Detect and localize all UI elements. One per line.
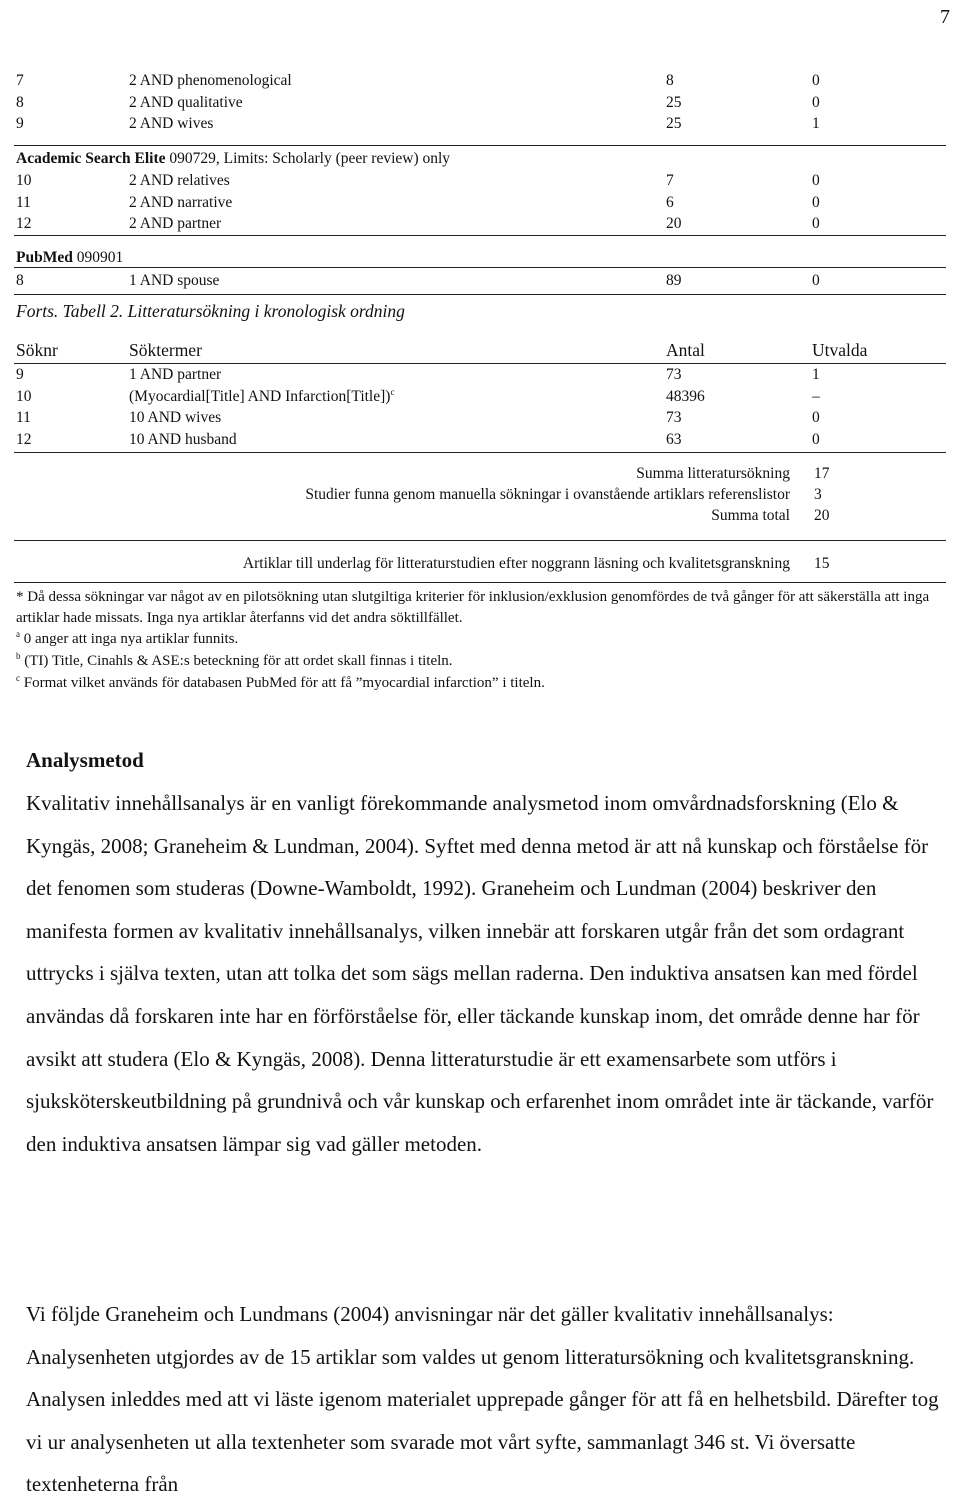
footnote-b-text: (TI) Title, Cinahls & ASE:s beteckning för att ordet skall finnas i titeln. — [20, 653, 453, 669]
cell-nr: 11 — [16, 193, 31, 211]
cell-nr: 10 — [16, 172, 32, 189]
cell-antal: 63 — [666, 430, 682, 448]
summary-label: Summa litteratursökning — [636, 465, 790, 482]
cell-antal: 20 — [666, 215, 682, 232]
header-term: Söktermer — [129, 340, 202, 360]
cell-nr: 12 — [16, 215, 32, 232]
cell-term: 1 AND spouse — [129, 272, 220, 289]
cell-term: 2 AND relatives — [129, 172, 230, 189]
body-paragraph-1: Kvalitativ innehållsanalys är en vanligt förekommande analysmetod inom omvårdnadsforskning (Elo & Kyngäs, 2008; Graneheim & Lundman, 2004). Syftet med denna metod är att nå kunskap och förståelse för det fenomen som studeras (Downe-Wamboldt, 1992). Graneheim och Lundman (2004) beskriver den manifesta formen av kvalitativ innehållsanalys, vilken innebär att forskaren utgår från det som ordagrant uttrycks i själva texten, utan att tolka det som sägs mellan raderna. Den induktiva ansatsen kan med fördel användas då forskaren inte har en förförståelse för, eller täckande kunskap inom, det område denne har för avsikt att studera (Elo & Kyngäs, 2008). Denna litteraturstudie är ett examensarbete som utförs i sjuksköterskeutbildning på grundnivå och vår kunskap och erfarenhet inom området inte är täckande, varför den induktiva ansatsen lämpar sig vad gäller metoden. — [26, 791, 934, 1156]
cell-utvalda: 1 — [812, 366, 820, 383]
footnote-star: * Då dessa sökningar var något av en pilotsökning utan slutgiltiga kriterier för inklusion/exklusion genomfördes de två gånger för att säkerställa att inga artiklar hade missats. Inga nya artiklar återfanns vid det andra söktillfället. — [16, 589, 930, 626]
cell-antal: 48396 — [666, 387, 705, 405]
footnote-b-mark: b — [16, 651, 21, 661]
footnote-c-mark: c — [16, 673, 20, 683]
cell-term: 2 AND partner — [129, 215, 222, 232]
cell-term: (Myocardial[Title] AND Infarction[Title])$^c$ — [129, 386, 395, 405]
caption-title: Litteratursökning i kronologisk ordning — [127, 301, 405, 321]
body-paragraph-2: Vi följde Graneheim och Lundmans (2004) anvisningar när det gäller kvalitativ innehållsanalys: Analysenheten utgjordes av de 15 artiklar som valdes ut genom litteratursökning och kvalitetsgranskning. Analysen inleddes med att vi läste igenom materialet upprepade gånger för att få en helhetsbild. Därefter tog vi ur analysenheten ut alla textenheter som svarade mot vårt syfte, sammanlagt 346 st. Vi översatte textenheterna från — [26, 1302, 939, 1497]
page-number: 7 — [940, 6, 950, 28]
table-header — [0, 340, 960, 364]
academic-header — [16, 148, 450, 169]
cell-antal: 89 — [666, 272, 682, 289]
summary-value: 20 — [814, 507, 830, 524]
cell-nr: 12 — [16, 430, 32, 448]
footnote-c-text: Format vilket används för databasen PubMed för att få ”myocardial infarction” i titeln. — [20, 675, 545, 691]
table-row — [0, 113, 960, 135]
divider — [14, 540, 946, 541]
academic-rows — [0, 170, 960, 235]
cell-antal: 25 — [666, 115, 682, 132]
pubmed-db-name: PubMed — [16, 249, 73, 266]
cell-nr: 7 — [16, 72, 24, 89]
cell-term: 2 AND qualitative — [129, 93, 243, 111]
footnote-c — [16, 673, 936, 694]
table-row — [0, 429, 960, 451]
cell-utvalda: 0 — [812, 430, 820, 448]
table-row — [0, 213, 960, 235]
cell-antal: 25 — [666, 93, 682, 111]
summary-value: 3 — [814, 486, 822, 503]
cell-utvalda: 0 — [812, 215, 820, 232]
cell-antal: 73 — [666, 409, 682, 426]
divider — [14, 582, 946, 583]
summary-label: Studier funna genom manuella sökningar i ovanstående artiklars referenslistor — [305, 486, 790, 503]
divider — [14, 235, 946, 236]
cell-antal: 7 — [666, 172, 674, 189]
footnote-a-text: 0 anger att inga nya artiklar funnits. — [20, 631, 239, 647]
cell-utvalda: – — [812, 387, 820, 405]
final-row-label: Artiklar till underlag för litteraturstudien efter noggrann läsning och kvalitetsgranskning — [242, 555, 790, 572]
cell-utvalda: 0 — [812, 72, 820, 89]
cell-utvalda: 0 — [812, 172, 820, 189]
summary-value: 17 — [814, 465, 830, 482]
table-row — [0, 192, 960, 214]
cell-nr: 9 — [16, 115, 24, 132]
summary-label: Summa total — [711, 507, 790, 524]
cell-term: 10 AND husband — [129, 430, 237, 448]
cell-nr: 10 — [16, 387, 32, 405]
table-body — [0, 364, 960, 450]
top-rows — [0, 70, 960, 135]
header-nr: Söknr — [16, 340, 58, 360]
cell-nr: 9 — [16, 366, 24, 383]
table-row — [0, 170, 960, 192]
table-row — [0, 92, 960, 114]
cell-term: 2 AND narrative — [129, 193, 233, 211]
header-utvalda: Utvalda — [812, 340, 868, 360]
term-superscript: c — [390, 386, 395, 397]
cell-nr: 8 — [16, 93, 24, 111]
table-row — [0, 270, 960, 292]
table-row — [0, 386, 960, 408]
cell-term: 2 AND wives — [129, 115, 214, 132]
divider — [14, 294, 946, 295]
cell-term: 10 AND wives — [129, 409, 222, 426]
divider — [14, 145, 946, 146]
divider — [14, 452, 946, 453]
pubmed-header — [16, 247, 123, 268]
cell-utvalda: 0 — [812, 93, 820, 111]
pubmed-header-details: 090901 — [72, 249, 124, 266]
cell-utvalda: 1 — [812, 115, 820, 132]
academic-db-name: Academic Search Elite — [16, 150, 166, 167]
table-row — [0, 70, 960, 92]
table-row — [0, 407, 960, 429]
section-heading: Analysmetod — [26, 748, 144, 772]
cell-utvalda: 0 — [812, 193, 820, 211]
cell-antal: 6 — [666, 193, 674, 211]
footnote-a-mark: a — [16, 629, 20, 639]
cell-nr: 11 — [16, 409, 31, 426]
cell-nr: 8 — [16, 272, 24, 289]
table-caption — [16, 301, 405, 322]
cell-antal: 8 — [666, 72, 674, 89]
footnote-a — [16, 629, 936, 650]
cell-term: 2 AND phenomenological — [129, 72, 292, 89]
cell-antal: 73 — [666, 366, 682, 383]
cell-utvalda: 0 — [812, 272, 820, 289]
academic-header-details: 090729, Limits: Scholarly (peer review) only — [165, 150, 451, 167]
header-antal: Antal — [666, 340, 705, 360]
final-row-value: 15 — [814, 555, 830, 572]
cell-utvalda: 0 — [812, 409, 820, 426]
caption-prefix: Forts. Tabell 2. — [16, 301, 128, 321]
divider — [14, 267, 946, 268]
cell-term: 1 AND partner — [129, 366, 222, 383]
table-row — [0, 364, 960, 386]
footnote-b — [16, 651, 936, 672]
pubmed-rows — [0, 270, 960, 292]
